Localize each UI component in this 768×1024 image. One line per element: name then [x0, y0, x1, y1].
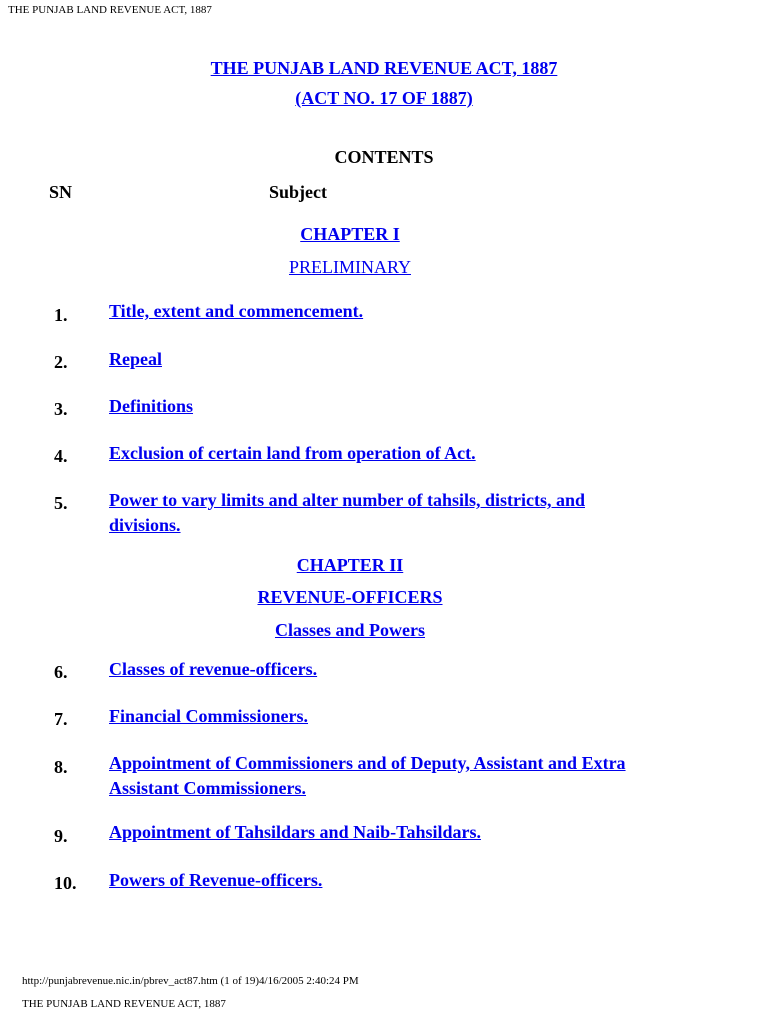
section-number: 9. [54, 826, 68, 846]
section-number: 1. [54, 305, 68, 325]
running-head-bottom: THE PUNJAB LAND REVENUE ACT, 1887 [22, 998, 226, 1010]
chapter-1-link[interactable]: CHAPTER I [300, 224, 400, 244]
section-link[interactable]: Power to vary limits and alter number of tahsils, districts, and divisions. [109, 490, 585, 535]
chapter-2-link[interactable]: CHAPTER II [296, 555, 404, 575]
section-entry [109, 751, 669, 801]
section-link[interactable]: Title, extent and commencement. [109, 301, 364, 321]
section-number: 10. [54, 873, 77, 893]
section-link[interactable]: Repeal [109, 349, 162, 369]
chapter-2-subtitle [0, 587, 734, 608]
section-link[interactable]: Financial Commissioners. [109, 706, 309, 726]
section-entry [109, 868, 709, 893]
chapter-2-subtitle-link[interactable]: REVENUE-OFFICERS [257, 587, 443, 607]
chapter-1-heading [0, 224, 734, 245]
section-number: 4. [54, 446, 68, 466]
section-number: 3. [54, 399, 68, 419]
section-entry [109, 488, 629, 538]
chapter-1-subtitle [0, 257, 734, 278]
section-entry [109, 657, 709, 682]
act-number-link[interactable]: (ACT NO. 17 OF 1887) [295, 88, 473, 108]
section-link[interactable]: Definitions [109, 396, 194, 416]
footer-url: http://punjabrevenue.nic.in/pbrev_act87.htm (1 of 19)4/16/2005 2:40:24 PM [22, 975, 359, 987]
section-entry [109, 820, 709, 845]
chapter-2-subsubtitle [0, 620, 734, 641]
section-entry [109, 299, 709, 324]
chapter-2-heading [0, 555, 734, 576]
section-entry [109, 704, 709, 729]
section-number: 5. [54, 493, 68, 513]
section-entry [109, 347, 709, 372]
chapter-2-subsubtitle-link[interactable]: Classes and Powers [274, 620, 425, 640]
section-entry [109, 441, 709, 466]
act-title-line [0, 58, 768, 79]
section-entry [109, 394, 709, 419]
chapter-1-subtitle-link[interactable]: PRELIMINARY [288, 257, 411, 277]
section-number: 8. [54, 757, 68, 777]
section-link[interactable]: Powers of Revenue-officers. [109, 870, 323, 890]
section-link[interactable]: Classes of revenue-officers. [109, 659, 318, 679]
section-number: 7. [54, 709, 68, 729]
running-head-top: THE PUNJAB LAND REVENUE ACT, 1887 [8, 4, 212, 16]
section-link[interactable]: Appointment of Commissioners and of Deputy, Assistant and Extra Assistant Commissioners. [109, 753, 626, 798]
column-header-sn: SN [49, 182, 73, 202]
act-number-line [0, 88, 768, 109]
section-link[interactable]: Appointment of Tahsildars and Naib-Tahsildars. [109, 822, 481, 842]
column-header-subject: Subject [269, 182, 327, 202]
section-number: 2. [54, 352, 68, 372]
section-number: 6. [54, 662, 68, 682]
act-title-link[interactable]: THE PUNJAB LAND REVENUE ACT, 1887 [210, 58, 558, 78]
contents-heading: CONTENTS [334, 147, 434, 167]
section-link[interactable]: Exclusion of certain land from operation of Act. [109, 443, 476, 463]
